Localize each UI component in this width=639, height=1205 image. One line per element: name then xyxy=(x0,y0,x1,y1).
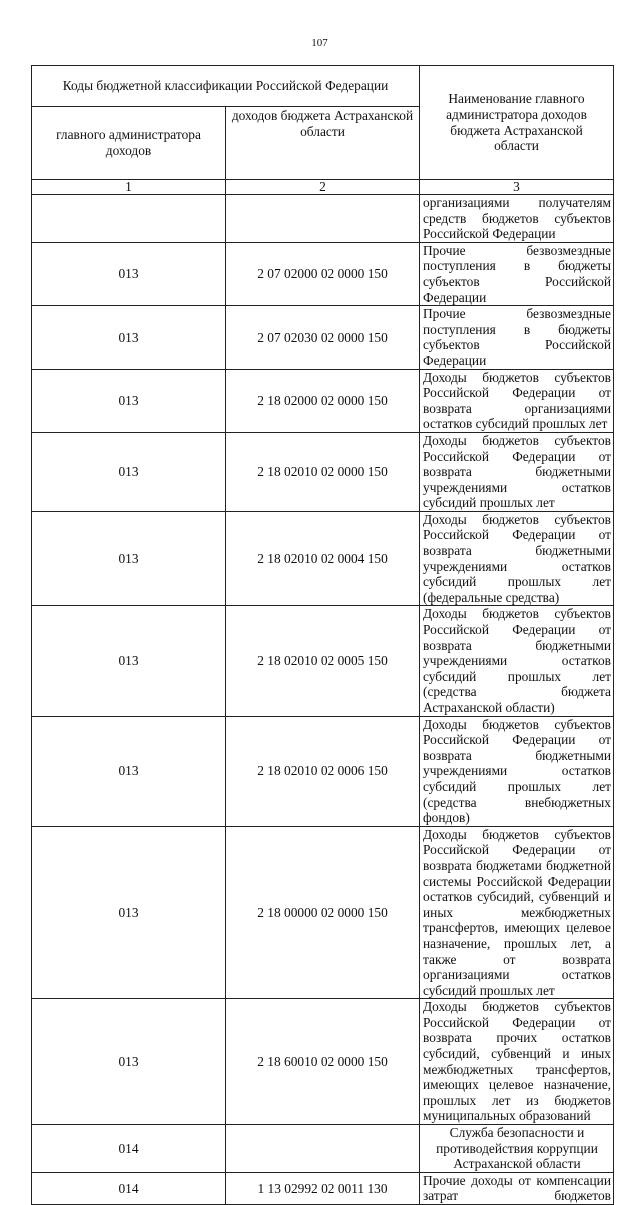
table-row xyxy=(32,306,614,369)
income-name: Прочие безвозмездные поступления в бюджеты субъектов Российской Федерации xyxy=(420,306,614,369)
income-name: Доходы бюджетов субъектов Российской Федерации от возврата бюджетными учреждениями остатков субсидий прошлых лет (федеральные средства) xyxy=(420,511,614,606)
table-row xyxy=(32,432,614,511)
table-row xyxy=(32,511,614,606)
admin-code: 013 xyxy=(32,999,226,1125)
admin-code: 013 xyxy=(32,826,226,999)
table-row xyxy=(32,826,614,999)
income-code xyxy=(226,195,420,243)
page-number: 107 xyxy=(311,37,328,49)
income-code: 2 07 02000 02 0000 150 xyxy=(226,242,420,305)
header-code-column: доходов бюджета Астраханской области xyxy=(226,107,420,180)
column-number-row xyxy=(32,180,614,195)
admin-code: 013 xyxy=(32,306,226,369)
admin-code: 013 xyxy=(32,432,226,511)
table-row xyxy=(32,1172,614,1204)
table-row xyxy=(32,606,614,716)
income-name: Доходы бюджетов субъектов Российской Федерации от возврата бюджетными учреждениями остатков субсидий прошлых лет (средства бюджета Астраханской области) xyxy=(420,606,614,716)
income-code: 2 18 02010 02 0005 150 xyxy=(226,606,420,716)
table-row xyxy=(32,999,614,1125)
income-name: Доходы бюджетов субъектов Российской Федерации от возврата бюджетными учреждениями остатков субсидий прошлых лет xyxy=(420,432,614,511)
income-name: Доходы бюджетов субъектов Российской Федерации от возврата организациями остатков субсидий прошлых лет xyxy=(420,369,614,432)
income-code: 2 18 02010 02 0004 150 xyxy=(226,511,420,606)
budget-classification-table xyxy=(31,65,614,1205)
income-name: Прочие доходы от компенсации затрат бюджетов xyxy=(420,1172,614,1204)
table-row xyxy=(32,242,614,305)
income-code: 2 18 00000 02 0000 150 xyxy=(226,826,420,999)
income-code xyxy=(226,1125,420,1173)
table-row xyxy=(32,195,614,243)
income-name: Прочие безвозмездные поступления в бюджеты субъектов Российской Федерации xyxy=(420,242,614,305)
income-name: Доходы бюджетов субъектов Российской Федерации от возврата бюджетными учреждениями остатков субсидий прошлых лет (средства внебюджетных фондов) xyxy=(420,716,614,826)
administrator-name: Служба безопасности и противодействия коррупции Астраханской области xyxy=(420,1125,614,1173)
admin-code: 013 xyxy=(32,511,226,606)
table-row xyxy=(32,1125,614,1173)
column-number-1: 1 xyxy=(32,180,226,195)
header-admin-column: главного администратора доходов xyxy=(32,107,226,180)
income-code: 1 13 02992 02 0011 130 xyxy=(226,1172,420,1204)
income-code: 2 18 02010 02 0006 150 xyxy=(226,716,420,826)
column-number-3: 3 xyxy=(420,180,614,195)
header-codes-group: Коды бюджетной классификации Российской Федерации xyxy=(32,66,420,107)
header-name-column: Наименование главного администратора доходов бюджета Астраханской области xyxy=(420,66,614,180)
table-row xyxy=(32,369,614,432)
income-name: организациями получателям средств бюджетов субъектов Российской Федерации xyxy=(420,195,614,243)
income-name: Доходы бюджетов субъектов Российской Федерации от возврата прочих остатков субсидий, субвенций и иных межбюджетных трансфертов, имеющих целевое назначение, прошлых лет из бюджетов муниципальных образований xyxy=(420,999,614,1125)
table-row xyxy=(32,716,614,826)
admin-code: 013 xyxy=(32,369,226,432)
admin-code: 013 xyxy=(32,606,226,716)
income-code: 2 18 02010 02 0000 150 xyxy=(226,432,420,511)
column-number-2: 2 xyxy=(226,180,420,195)
income-code: 2 07 02030 02 0000 150 xyxy=(226,306,420,369)
admin-code: 014 xyxy=(32,1172,226,1204)
admin-code: 013 xyxy=(32,716,226,826)
income-code: 2 18 60010 02 0000 150 xyxy=(226,999,420,1125)
admin-code xyxy=(32,195,226,243)
income-code: 2 18 02000 02 0000 150 xyxy=(226,369,420,432)
admin-code: 014 xyxy=(32,1125,226,1173)
income-name: Доходы бюджетов субъектов Российской Федерации от возврата бюджетами бюджетной системы Российской Федерации остатков субсидий, субвенций и иных межбюджетных трансфертов, имеющих целевое назначение, прошлых лет, а также от возврата организациями остатков субсидий прошлых лет xyxy=(420,826,614,999)
admin-code: 013 xyxy=(32,242,226,305)
table-header-row xyxy=(32,66,614,107)
